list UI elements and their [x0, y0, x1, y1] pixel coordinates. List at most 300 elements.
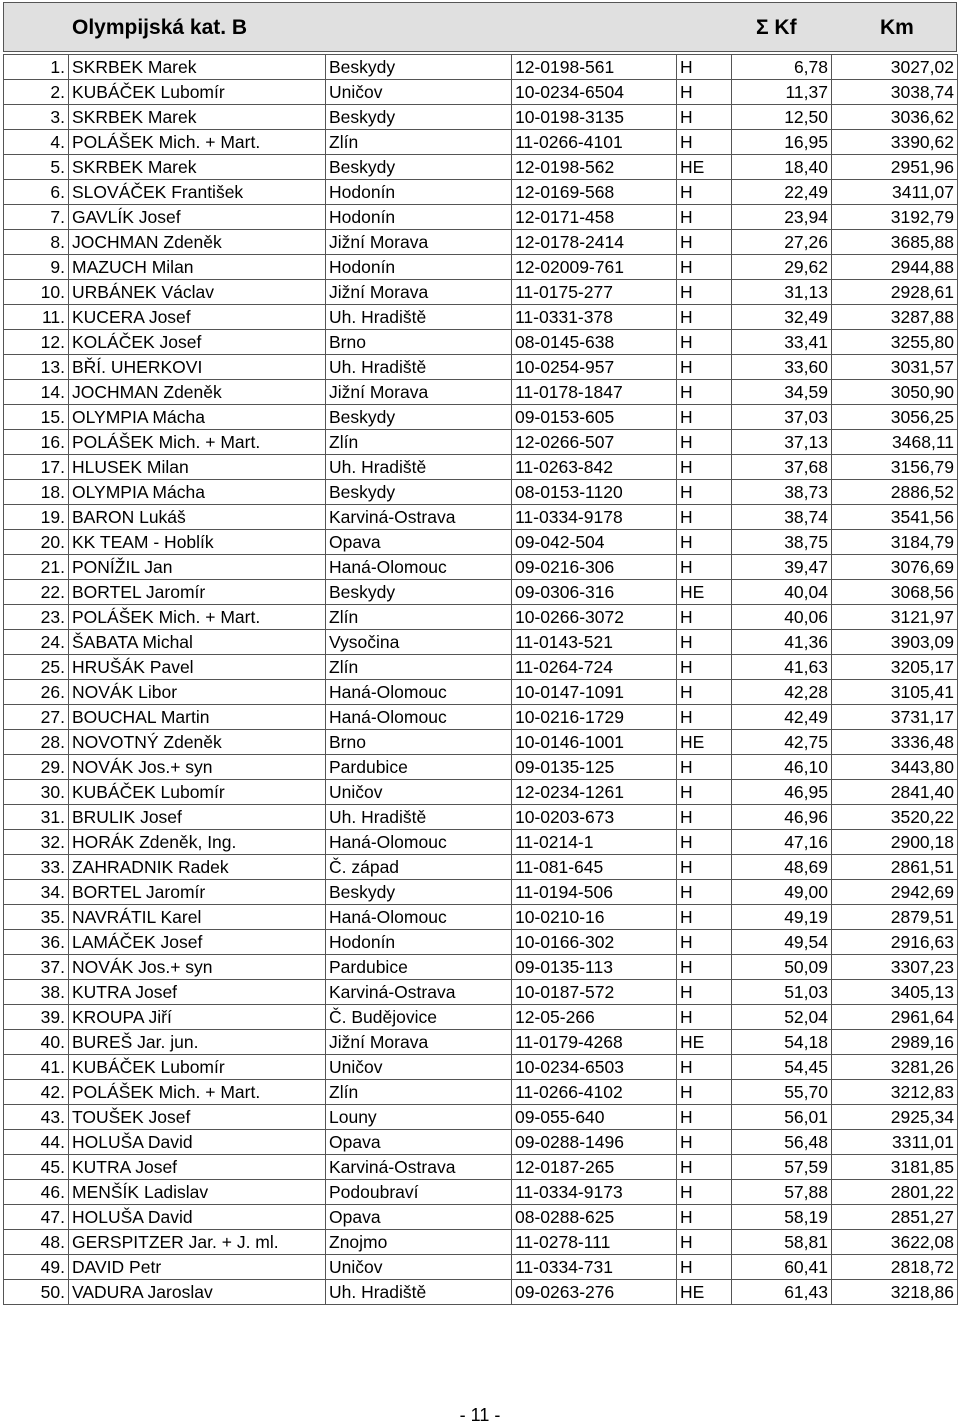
- table-row: [4, 805, 958, 830]
- rank-cell: 27.: [4, 705, 69, 730]
- name-cell: KK TEAM - Hoblík: [69, 530, 326, 555]
- ring-number-cell: 11-081-645: [512, 855, 677, 880]
- table-row: [4, 630, 958, 655]
- results-body: [4, 55, 958, 1305]
- ring-number-cell: 10-0203-673: [512, 805, 677, 830]
- table-row: [4, 655, 958, 680]
- km-cell: 3050,90: [832, 380, 958, 405]
- km-cell: 3520,22: [832, 805, 958, 830]
- kf-cell: 49,00: [732, 880, 832, 905]
- kf-cell: 38,75: [732, 530, 832, 555]
- rank-cell: 3.: [4, 105, 69, 130]
- kf-cell: 60,41: [732, 1255, 832, 1280]
- rank-cell: 43.: [4, 1105, 69, 1130]
- km-cell: 3027,02: [832, 55, 958, 80]
- km-cell: 3903,09: [832, 630, 958, 655]
- ring-number-cell: 11-0263-842: [512, 455, 677, 480]
- rank-cell: 17.: [4, 455, 69, 480]
- ring-number-cell: 09-042-504: [512, 530, 677, 555]
- km-cell: 3622,08: [832, 1230, 958, 1255]
- kf-cell: 49,19: [732, 905, 832, 930]
- km-cell: 3036,62: [832, 105, 958, 130]
- table-row: [4, 380, 958, 405]
- sex-cell: H: [677, 80, 732, 105]
- page-number: - 11 -: [459, 1405, 501, 1425]
- table-row: [4, 1255, 958, 1280]
- sex-cell: H: [677, 305, 732, 330]
- table-row: [4, 230, 958, 255]
- ring-number-cell: 11-0331-378: [512, 305, 677, 330]
- region-cell: Uničov: [326, 1055, 512, 1080]
- kf-cell: 40,06: [732, 605, 832, 630]
- ring-number-cell: 12-02009-761: [512, 255, 677, 280]
- rank-cell: 32.: [4, 830, 69, 855]
- name-cell: LAMÁČEK Josef: [69, 930, 326, 955]
- ring-number-cell: 12-0171-458: [512, 205, 677, 230]
- region-cell: Uničov: [326, 80, 512, 105]
- ring-number-cell: 09-0306-316: [512, 580, 677, 605]
- region-cell: Beskydy: [326, 580, 512, 605]
- name-cell: GERSPITZER Jar. + J. ml.: [69, 1230, 326, 1255]
- table-row: [4, 730, 958, 755]
- ring-number-cell: 11-0175-277: [512, 280, 677, 305]
- sex-cell: H: [677, 880, 732, 905]
- kf-cell: 47,16: [732, 830, 832, 855]
- table-row: [4, 255, 958, 280]
- name-cell: BORTEL Jaromír: [69, 580, 326, 605]
- sex-cell: H: [677, 1205, 732, 1230]
- sex-cell: H: [677, 430, 732, 455]
- region-cell: Beskydy: [326, 880, 512, 905]
- name-cell: KOLÁČEK Josef: [69, 330, 326, 355]
- region-cell: Hodonín: [326, 255, 512, 280]
- name-cell: BŘÍ. UHERKOVI: [69, 355, 326, 380]
- rank-cell: 47.: [4, 1205, 69, 1230]
- table-row: [4, 855, 958, 880]
- kf-cell: 46,95: [732, 780, 832, 805]
- sex-cell: H: [677, 1105, 732, 1130]
- name-cell: JOCHMAN Zdeněk: [69, 380, 326, 405]
- km-cell: 3181,85: [832, 1155, 958, 1180]
- rank-cell: 34.: [4, 880, 69, 905]
- rank-cell: 21.: [4, 555, 69, 580]
- name-cell: HOLUŠA David: [69, 1205, 326, 1230]
- sex-cell: H: [677, 755, 732, 780]
- kf-cell: 42,49: [732, 705, 832, 730]
- region-cell: Znojmo: [326, 1230, 512, 1255]
- region-cell: Pardubice: [326, 755, 512, 780]
- sex-cell: H: [677, 1180, 732, 1205]
- kf-cell: 41,63: [732, 655, 832, 680]
- kf-cell: 40,04: [732, 580, 832, 605]
- ring-number-cell: 12-05-266: [512, 1005, 677, 1030]
- km-cell: 3468,11: [832, 430, 958, 455]
- ring-number-cell: 12-0266-507: [512, 430, 677, 455]
- ring-number-cell: 09-055-640: [512, 1105, 677, 1130]
- region-cell: Beskydy: [326, 55, 512, 80]
- rank-cell: 29.: [4, 755, 69, 780]
- name-cell: KUCERA Josef: [69, 305, 326, 330]
- km-cell: 2818,72: [832, 1255, 958, 1280]
- name-cell: TOUŠEK Josef: [69, 1105, 326, 1130]
- table-row: [4, 605, 958, 630]
- rank-cell: 22.: [4, 580, 69, 605]
- sex-cell: H: [677, 980, 732, 1005]
- km-cell: 3287,88: [832, 305, 958, 330]
- rank-cell: 24.: [4, 630, 69, 655]
- rank-cell: 19.: [4, 505, 69, 530]
- rank-cell: 4.: [4, 130, 69, 155]
- km-cell: 3205,17: [832, 655, 958, 680]
- kf-cell: 12,50: [732, 105, 832, 130]
- region-cell: Zlín: [326, 1080, 512, 1105]
- ring-number-cell: 09-0135-125: [512, 755, 677, 780]
- kf-cell: 33,60: [732, 355, 832, 380]
- kf-cell: 22,49: [732, 180, 832, 205]
- kf-cell: 48,69: [732, 855, 832, 880]
- rank-cell: 37.: [4, 955, 69, 980]
- sex-cell: H: [677, 655, 732, 680]
- rank-cell: 25.: [4, 655, 69, 680]
- table-row: [4, 755, 958, 780]
- sex-cell: H: [677, 855, 732, 880]
- rank-cell: 6.: [4, 180, 69, 205]
- region-cell: Beskydy: [326, 105, 512, 130]
- name-cell: OLYMPIA Mácha: [69, 480, 326, 505]
- name-cell: MENŠÍK Ladislav: [69, 1180, 326, 1205]
- name-cell: POLÁŠEK Mich. + Mart.: [69, 430, 326, 455]
- name-cell: KROUPA Jiří: [69, 1005, 326, 1030]
- sex-cell: H: [677, 1255, 732, 1280]
- rank-cell: 42.: [4, 1080, 69, 1105]
- ring-number-cell: 12-0187-265: [512, 1155, 677, 1180]
- name-cell: HRUŠÁK Pavel: [69, 655, 326, 680]
- km-cell: 2886,52: [832, 480, 958, 505]
- sex-cell: H: [677, 280, 732, 305]
- ring-number-cell: 08-0288-625: [512, 1205, 677, 1230]
- table-row: [4, 405, 958, 430]
- table-row: [4, 305, 958, 330]
- km-cell: 3541,56: [832, 505, 958, 530]
- kf-cell: 16,95: [732, 130, 832, 155]
- name-cell: JOCHMAN Zdeněk: [69, 230, 326, 255]
- ring-number-cell: 11-0264-724: [512, 655, 677, 680]
- kf-cell: 42,75: [732, 730, 832, 755]
- ring-number-cell: 10-0234-6504: [512, 80, 677, 105]
- kf-cell: 31,13: [732, 280, 832, 305]
- ring-number-cell: 12-0198-561: [512, 55, 677, 80]
- sex-cell: H: [677, 205, 732, 230]
- table-row: [4, 355, 958, 380]
- table-row: [4, 330, 958, 355]
- table-row: [4, 480, 958, 505]
- table-row: [4, 1155, 958, 1180]
- km-cell: 2951,96: [832, 155, 958, 180]
- region-cell: Zlín: [326, 655, 512, 680]
- kf-cell: 54,45: [732, 1055, 832, 1080]
- sex-cell: HE: [677, 155, 732, 180]
- region-cell: Haná-Olomouc: [326, 830, 512, 855]
- kf-cell: 37,03: [732, 405, 832, 430]
- table-row: [4, 455, 958, 480]
- region-cell: Vysočina: [326, 630, 512, 655]
- rank-cell: 16.: [4, 430, 69, 455]
- table-row: [4, 905, 958, 930]
- km-cell: 2925,34: [832, 1105, 958, 1130]
- km-cell: 3411,07: [832, 180, 958, 205]
- sex-cell: H: [677, 380, 732, 405]
- km-cell: 2841,40: [832, 780, 958, 805]
- sex-cell: H: [677, 480, 732, 505]
- sex-cell: H: [677, 1155, 732, 1180]
- region-cell: Zlín: [326, 130, 512, 155]
- name-cell: KUTRA Josef: [69, 1155, 326, 1180]
- ring-number-cell: 11-0334-9173: [512, 1180, 677, 1205]
- ring-number-cell: 11-0143-521: [512, 630, 677, 655]
- region-cell: Haná-Olomouc: [326, 555, 512, 580]
- km-cell: 3255,80: [832, 330, 958, 355]
- rank-cell: 31.: [4, 805, 69, 830]
- kf-cell: 6,78: [732, 55, 832, 80]
- region-cell: Opava: [326, 1130, 512, 1155]
- name-cell: DAVID Petr: [69, 1255, 326, 1280]
- name-cell: KUTRA Josef: [69, 980, 326, 1005]
- region-cell: Uničov: [326, 1255, 512, 1280]
- table-row: [4, 1105, 958, 1130]
- name-cell: KUBÁČEK Lubomír: [69, 80, 326, 105]
- name-cell: NOVÁK Jos.+ syn: [69, 955, 326, 980]
- kf-cell: 49,54: [732, 930, 832, 955]
- kf-cell: 37,68: [732, 455, 832, 480]
- table-row: [4, 505, 958, 530]
- name-cell: BRULIK Josef: [69, 805, 326, 830]
- ring-number-cell: 11-0334-9178: [512, 505, 677, 530]
- sex-cell: H: [677, 130, 732, 155]
- name-cell: POLÁŠEK Mich. + Mart.: [69, 130, 326, 155]
- name-cell: SKRBEK Marek: [69, 155, 326, 180]
- kf-cell: 37,13: [732, 430, 832, 455]
- name-cell: SKRBEK Marek: [69, 105, 326, 130]
- rank-cell: 18.: [4, 480, 69, 505]
- km-cell: 3184,79: [832, 530, 958, 555]
- region-cell: Zlín: [326, 605, 512, 630]
- kf-cell: 54,18: [732, 1030, 832, 1055]
- rank-cell: 50.: [4, 1280, 69, 1305]
- region-cell: Haná-Olomouc: [326, 705, 512, 730]
- name-cell: KUBÁČEK Lubomír: [69, 780, 326, 805]
- ring-number-cell: 11-0178-1847: [512, 380, 677, 405]
- name-cell: SKRBEK Marek: [69, 55, 326, 80]
- region-cell: Karviná-Ostrava: [326, 980, 512, 1005]
- region-cell: Pardubice: [326, 955, 512, 980]
- km-cell: 3076,69: [832, 555, 958, 580]
- sex-cell: H: [677, 1055, 732, 1080]
- rank-cell: 8.: [4, 230, 69, 255]
- kf-cell: 51,03: [732, 980, 832, 1005]
- region-cell: Jižní Morava: [326, 380, 512, 405]
- kf-cell: 57,88: [732, 1180, 832, 1205]
- kf-cell: 38,73: [732, 480, 832, 505]
- region-cell: Hodonín: [326, 930, 512, 955]
- rank-cell: 35.: [4, 905, 69, 930]
- km-cell: 3038,74: [832, 80, 958, 105]
- sex-cell: H: [677, 630, 732, 655]
- sex-cell: H: [677, 555, 732, 580]
- table-row: [4, 430, 958, 455]
- kf-cell: 11,37: [732, 80, 832, 105]
- table-row: [4, 1230, 958, 1255]
- table-row: [4, 580, 958, 605]
- rank-cell: 23.: [4, 605, 69, 630]
- sex-cell: H: [677, 780, 732, 805]
- rank-cell: 10.: [4, 280, 69, 305]
- sex-cell: H: [677, 455, 732, 480]
- ring-number-cell: 09-0288-1496: [512, 1130, 677, 1155]
- kf-cell: 61,43: [732, 1280, 832, 1305]
- sex-cell: H: [677, 255, 732, 280]
- sex-cell: H: [677, 330, 732, 355]
- sex-cell: H: [677, 930, 732, 955]
- name-cell: BARON Lukáš: [69, 505, 326, 530]
- name-cell: ŠABATA Michal: [69, 630, 326, 655]
- region-cell: Uh. Hradiště: [326, 1280, 512, 1305]
- ring-number-cell: 11-0194-506: [512, 880, 677, 905]
- rank-cell: 46.: [4, 1180, 69, 1205]
- rank-cell: 40.: [4, 1030, 69, 1055]
- table-row: [4, 930, 958, 955]
- ring-number-cell: 08-0145-638: [512, 330, 677, 355]
- table-row: [4, 80, 958, 105]
- ring-number-cell: 10-0147-1091: [512, 680, 677, 705]
- ring-number-cell: 10-0266-3072: [512, 605, 677, 630]
- ring-number-cell: 10-0198-3135: [512, 105, 677, 130]
- region-cell: Haná-Olomouc: [326, 905, 512, 930]
- ring-number-cell: 10-0166-302: [512, 930, 677, 955]
- ring-number-cell: 11-0214-1: [512, 830, 677, 855]
- ring-number-cell: 12-0198-562: [512, 155, 677, 180]
- kf-cell: 29,62: [732, 255, 832, 280]
- table-row: [4, 105, 958, 130]
- region-cell: Louny: [326, 1105, 512, 1130]
- region-cell: Beskydy: [326, 155, 512, 180]
- kf-cell: 39,47: [732, 555, 832, 580]
- km-cell: 2942,69: [832, 880, 958, 905]
- region-cell: Č. Budějovice: [326, 1005, 512, 1030]
- table-row: [4, 1080, 958, 1105]
- table-row: [4, 955, 958, 980]
- ring-number-cell: 11-0179-4268: [512, 1030, 677, 1055]
- km-cell: 3390,62: [832, 130, 958, 155]
- name-cell: NOVÁK Libor: [69, 680, 326, 705]
- ring-number-cell: 10-0210-16: [512, 905, 677, 930]
- ring-number-cell: 10-0234-6503: [512, 1055, 677, 1080]
- rank-cell: 38.: [4, 980, 69, 1005]
- kf-cell: 50,09: [732, 955, 832, 980]
- kf-cell: 38,74: [732, 505, 832, 530]
- region-cell: Karviná-Ostrava: [326, 505, 512, 530]
- kf-column-header: Σ Kf: [756, 16, 797, 39]
- rank-cell: 1.: [4, 55, 69, 80]
- km-cell: 3031,57: [832, 355, 958, 380]
- ring-number-cell: 10-0187-572: [512, 980, 677, 1005]
- region-cell: Uničov: [326, 780, 512, 805]
- sex-cell: H: [677, 180, 732, 205]
- km-cell: 2989,16: [832, 1030, 958, 1055]
- region-cell: Karviná-Ostrava: [326, 1155, 512, 1180]
- table-row: [4, 530, 958, 555]
- km-cell: 2801,22: [832, 1180, 958, 1205]
- km-cell: 3212,83: [832, 1080, 958, 1105]
- sex-cell: HE: [677, 730, 732, 755]
- km-cell: 2961,64: [832, 1005, 958, 1030]
- km-cell: 3056,25: [832, 405, 958, 430]
- km-cell: 3336,48: [832, 730, 958, 755]
- name-cell: KUBÁČEK Lubomír: [69, 1055, 326, 1080]
- kf-cell: 41,36: [732, 630, 832, 655]
- ring-number-cell: 11-0266-4101: [512, 130, 677, 155]
- region-cell: Beskydy: [326, 405, 512, 430]
- km-cell: 2851,27: [832, 1205, 958, 1230]
- name-cell: HLUSEK Milan: [69, 455, 326, 480]
- sex-cell: H: [677, 680, 732, 705]
- table-row: [4, 555, 958, 580]
- ring-number-cell: 08-0153-1120: [512, 480, 677, 505]
- region-cell: Jižní Morava: [326, 1030, 512, 1055]
- region-cell: Hodonín: [326, 180, 512, 205]
- region-cell: Podoubraví: [326, 1180, 512, 1205]
- rank-cell: 36.: [4, 930, 69, 955]
- table-row: [4, 130, 958, 155]
- rank-cell: 5.: [4, 155, 69, 180]
- category-title: Olympijská kat. B: [72, 16, 248, 39]
- ring-number-cell: 12-0169-568: [512, 180, 677, 205]
- table-row: [4, 980, 958, 1005]
- km-cell: 2900,18: [832, 830, 958, 855]
- sex-cell: H: [677, 905, 732, 930]
- rank-cell: 48.: [4, 1230, 69, 1255]
- rank-cell: 7.: [4, 205, 69, 230]
- kf-cell: 58,19: [732, 1205, 832, 1230]
- name-cell: SLOVÁČEK František: [69, 180, 326, 205]
- name-cell: HOLUŠA David: [69, 1130, 326, 1155]
- name-cell: HORÁK Zdeněk, Ing.: [69, 830, 326, 855]
- kf-cell: 58,81: [732, 1230, 832, 1255]
- ring-number-cell: 11-0334-731: [512, 1255, 677, 1280]
- name-cell: POLÁŠEK Mich. + Mart.: [69, 605, 326, 630]
- ring-number-cell: 10-0254-957: [512, 355, 677, 380]
- name-cell: POLÁŠEK Mich. + Mart.: [69, 1080, 326, 1105]
- ring-number-cell: 10-0146-1001: [512, 730, 677, 755]
- kf-cell: 23,94: [732, 205, 832, 230]
- region-cell: Jižní Morava: [326, 230, 512, 255]
- km-cell: 3307,23: [832, 955, 958, 980]
- rank-cell: 28.: [4, 730, 69, 755]
- kf-cell: 52,04: [732, 1005, 832, 1030]
- km-column-header: Km: [880, 16, 914, 39]
- sex-cell: H: [677, 55, 732, 80]
- km-cell: 3281,26: [832, 1055, 958, 1080]
- kf-cell: 46,10: [732, 755, 832, 780]
- sex-cell: H: [677, 405, 732, 430]
- name-cell: PONÍŽIL Jan: [69, 555, 326, 580]
- region-cell: Uh. Hradiště: [326, 455, 512, 480]
- rank-cell: 20.: [4, 530, 69, 555]
- region-cell: Zlín: [326, 430, 512, 455]
- rank-cell: 44.: [4, 1130, 69, 1155]
- name-cell: NOVÁK Jos.+ syn: [69, 755, 326, 780]
- km-cell: 2944,88: [832, 255, 958, 280]
- results-table: [3, 54, 958, 1305]
